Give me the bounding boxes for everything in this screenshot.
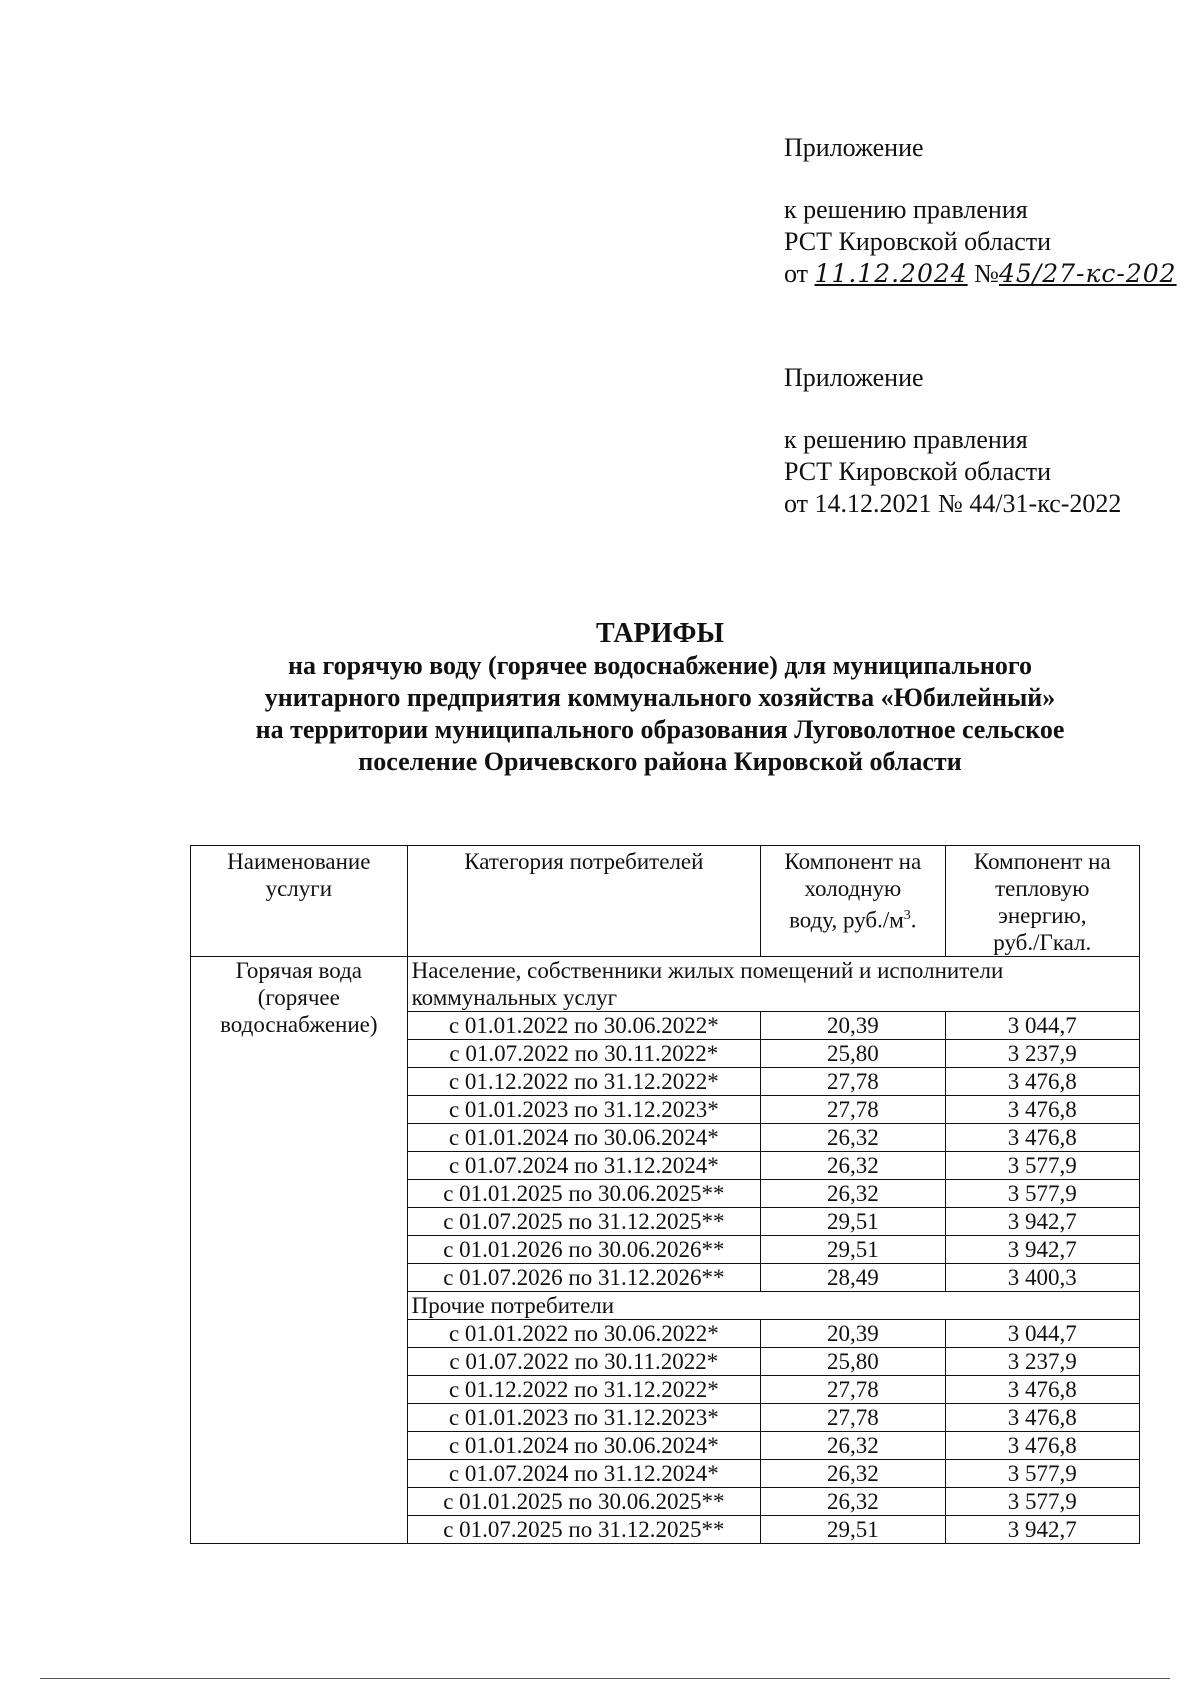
- tariffs-table: [190, 845, 1140, 1544]
- cold-water-value: 29,51: [761, 1208, 946, 1236]
- appendix-block-current: [784, 132, 1177, 290]
- appendix-heading: Приложение: [784, 363, 924, 392]
- heat-energy-value: 3 942,7: [945, 1516, 1139, 1544]
- table-header-row: [191, 846, 1140, 957]
- period-cell: с 01.07.2022 по 30.11.2022*: [407, 1040, 760, 1068]
- appendix-decision-line: к решению правления: [784, 425, 1028, 454]
- period-cell: с 01.01.2022 по 30.06.2022*: [407, 1320, 760, 1348]
- title-line: на горячую воду (горячее водоснабжение) для муниципального: [287, 651, 1033, 680]
- handwritten-date: 11.12.2024: [814, 259, 968, 288]
- cold-water-value: 26,32: [761, 1180, 946, 1208]
- consumer-group-label: Прочие потребители: [407, 1292, 1139, 1320]
- cold-water-value: 25,80: [761, 1348, 946, 1376]
- period-cell: с 01.12.2022 по 31.12.2022*: [407, 1068, 760, 1096]
- appendix-authority-line: РСТ Кировской области: [784, 227, 1052, 256]
- handwritten-number: 45/27-кс-202: [998, 259, 1177, 288]
- appendix-date-number-line: [784, 258, 1177, 290]
- cold-water-value: 26,32: [761, 1152, 946, 1180]
- cold-water-value: 27,78: [761, 1376, 946, 1404]
- period-cell: с 01.01.2023 по 31.12.2023*: [407, 1404, 760, 1432]
- period-cell: с 01.07.2024 по 31.12.2024*: [407, 1152, 760, 1180]
- document-title: [190, 618, 1130, 778]
- heat-energy-value: 3 577,9: [945, 1460, 1139, 1488]
- period-cell: с 01.07.2025 по 31.12.2025**: [407, 1516, 760, 1544]
- heat-energy-value: 3 476,8: [945, 1068, 1139, 1096]
- cold-water-value: 20,39: [761, 1320, 946, 1348]
- heat-energy-value: 3 577,9: [945, 1488, 1139, 1516]
- cold-water-value: 26,32: [761, 1488, 946, 1516]
- heat-energy-value: 3 476,8: [945, 1124, 1139, 1152]
- header-cold-water-component: Компонент на холодную воду, $руб./м^3$.: [761, 846, 946, 957]
- period-cell: с 01.01.2024 по 30.06.2024*: [407, 1124, 760, 1152]
- appendix-block-original: [784, 362, 1121, 520]
- period-cell: с 01.01.2022 по 30.06.2022*: [407, 1012, 760, 1040]
- title-main: ТАРИФЫ: [596, 618, 724, 649]
- period-cell: с 01.01.2024 по 30.06.2024*: [407, 1432, 760, 1460]
- cold-water-value: 28,49: [761, 1264, 946, 1292]
- group-row-population: [191, 957, 1140, 1012]
- period-cell: с 01.01.2025 по 30.06.2025**: [407, 1180, 760, 1208]
- appendix-authority-line: РСТ Кировской области: [784, 457, 1052, 486]
- number-prefix: №: [974, 259, 999, 288]
- appendix-date-number-line: от 14.12.2021 № 44/31-кс-2022: [784, 489, 1122, 518]
- heat-energy-value: 3 476,8: [945, 1404, 1139, 1432]
- heat-energy-value: 3 577,9: [945, 1180, 1139, 1208]
- service-name-cell: Горячая вода (горячее водоснабжение): [191, 957, 408, 1544]
- period-cell: с 01.07.2026 по 31.12.2026**: [407, 1264, 760, 1292]
- heat-energy-value: 3 044,7: [945, 1320, 1139, 1348]
- heat-energy-value: 3 577,9: [945, 1152, 1139, 1180]
- cold-water-value: 27,78: [761, 1096, 946, 1124]
- cold-water-value: 29,51: [761, 1236, 946, 1264]
- cold-water-value: 26,32: [761, 1432, 946, 1460]
- cold-water-value: 27,78: [761, 1404, 946, 1432]
- cold-water-value: 20,39: [761, 1012, 946, 1040]
- title-line: унитарного предприятия коммунального хозяйства «Юбилейный»: [264, 683, 1056, 712]
- cold-water-value: 26,32: [761, 1124, 946, 1152]
- period-cell: с 01.07.2022 по 30.11.2022*: [407, 1348, 760, 1376]
- heat-energy-value: 3 476,8: [945, 1096, 1139, 1124]
- consumer-group-label: Население, собственники жилых помещений и исполнители коммунальных услуг: [407, 957, 1139, 1012]
- heat-energy-value: 3 942,7: [945, 1208, 1139, 1236]
- period-cell: с 01.07.2024 по 31.12.2024*: [407, 1460, 760, 1488]
- page-bottom-rule: [40, 1678, 1170, 1679]
- cold-water-value: 27,78: [761, 1068, 946, 1096]
- period-cell: с 01.01.2023 по 31.12.2023*: [407, 1096, 760, 1124]
- appendix-decision-line: к решению правления: [784, 195, 1028, 224]
- period-cell: с 01.12.2022 по 31.12.2022*: [407, 1376, 760, 1404]
- title-line: поселение Оричевского района Кировской области: [358, 747, 962, 776]
- period-cell: с 01.07.2025 по 31.12.2025**: [407, 1208, 760, 1236]
- appendix-heading: Приложение: [784, 133, 924, 162]
- heat-energy-value: 3 237,9: [945, 1040, 1139, 1068]
- title-line: на территории муниципального образования Луговолотное сельское: [255, 715, 1065, 744]
- heat-energy-value: 3 942,7: [945, 1236, 1139, 1264]
- cold-water-value: 26,32: [761, 1460, 946, 1488]
- heat-energy-value: 3 476,8: [945, 1376, 1139, 1404]
- heat-energy-value: 3 400,3: [945, 1264, 1139, 1292]
- cold-water-value: 25,80: [761, 1040, 946, 1068]
- header-service-name: Наименование услуги: [191, 846, 408, 957]
- period-cell: с 01.01.2026 по 30.06.2026**: [407, 1236, 760, 1264]
- period-cell: с 01.01.2025 по 30.06.2025**: [407, 1488, 760, 1516]
- header-consumer-category: Категория потребителей: [407, 846, 760, 957]
- heat-energy-value: 3 476,8: [945, 1432, 1139, 1460]
- heat-energy-value: 3 044,7: [945, 1012, 1139, 1040]
- cold-water-value: 29,51: [761, 1516, 946, 1544]
- date-prefix: от: [784, 259, 809, 288]
- header-heat-energy-component: Компонент на тепловую энергию, руб./Гкал.: [945, 846, 1139, 957]
- heat-energy-value: 3 237,9: [945, 1348, 1139, 1376]
